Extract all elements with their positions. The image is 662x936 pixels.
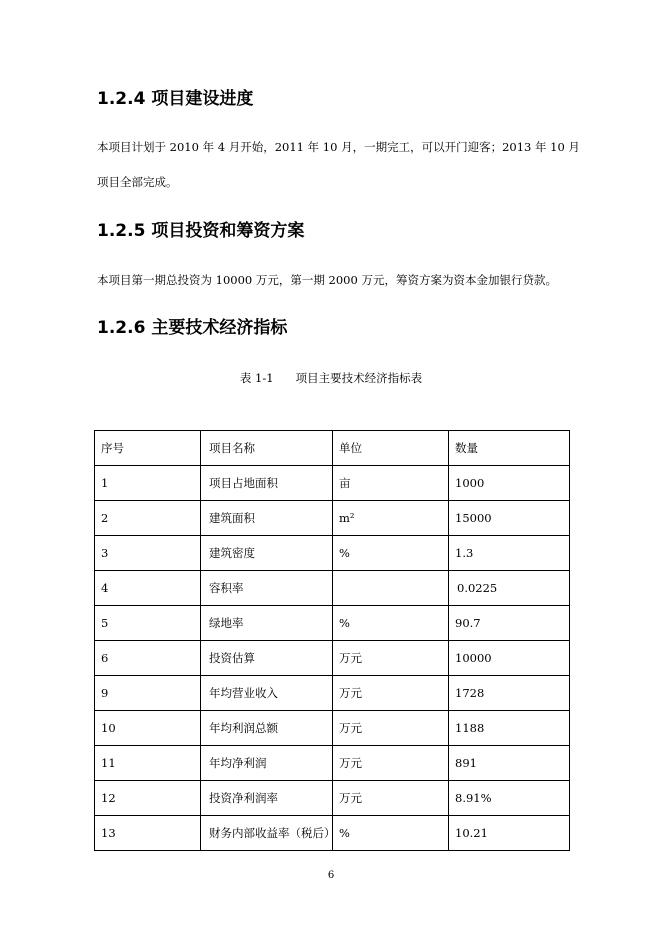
cell-index: 5	[95, 606, 201, 641]
table-caption-title: 项目主要技术经济指标表	[295, 371, 423, 385]
cell-item-name: 投资净利润率	[201, 781, 333, 816]
cell-item-name: 投资估算	[201, 641, 333, 676]
section-heading-1-2-6: 1.2.6 主要技术经济指标	[97, 318, 288, 338]
cell-quantity: 891	[449, 746, 570, 781]
cell-item-name: 项目占地面积	[201, 466, 333, 501]
cell-item-name: 建筑面积	[201, 501, 333, 536]
cell-index: 12	[95, 781, 201, 816]
cell-quantity: 10.21	[449, 816, 570, 851]
cell-item-name: 年均利润总额	[201, 711, 333, 746]
table-row	[95, 781, 570, 816]
cell-item-name: 建筑密度	[201, 536, 333, 571]
cell-unit: %	[333, 816, 449, 851]
table-row	[95, 711, 570, 746]
table-row	[95, 536, 570, 571]
cell-unit	[333, 571, 449, 606]
schedule-paragraph-line-2: 项目全部完成。	[97, 175, 178, 189]
cell-index: 9	[95, 676, 201, 711]
table-caption	[0, 370, 662, 386]
cell-item-name: 年均营业收入	[201, 676, 333, 711]
table-caption-number: 表 1-1	[239, 371, 274, 385]
cell-quantity: 90.7	[449, 606, 570, 641]
page-number: 6	[327, 870, 335, 881]
cell-quantity: 1188	[449, 711, 570, 746]
cell-quantity: 10000	[449, 641, 570, 676]
cell-unit: m²	[333, 501, 449, 536]
cell-unit: 万元	[333, 711, 449, 746]
cell-item-name: 年均净利润	[201, 746, 333, 781]
cell-unit: 万元	[333, 641, 449, 676]
cell-unit: %	[333, 606, 449, 641]
table-row	[95, 676, 570, 711]
table-row	[95, 746, 570, 781]
cell-index: 4	[95, 571, 201, 606]
cell-unit: %	[333, 536, 449, 571]
table-row	[95, 606, 570, 641]
cell-item-name: 容积率	[201, 571, 333, 606]
cell-unit: 万元	[333, 746, 449, 781]
cell-index: 11	[95, 746, 201, 781]
table-header-row	[95, 431, 570, 466]
financing-paragraph: 本项目第一期总投资为 10000 万元，第一期 2000 万元，筹资方案为资本金加银行贷款。	[97, 273, 557, 287]
cell-quantity: 8.91%	[449, 781, 570, 816]
table-row	[95, 466, 570, 501]
header-index: 序号	[95, 431, 201, 466]
schedule-paragraph-line-1: 本项目计划于 2010 年 4 月开始，2011 年 10 月，一期完工，可以开门迎客；2013 年 10 月	[97, 140, 580, 154]
cell-quantity: 1.3	[449, 536, 570, 571]
section-heading-1-2-4: 1.2.4 项目建设进度	[97, 89, 254, 109]
cell-quantity: 1000	[449, 466, 570, 501]
cell-index: 13	[95, 816, 201, 851]
table-row	[95, 641, 570, 676]
cell-quantity: 0.0225	[449, 571, 570, 606]
indicators-table	[94, 430, 570, 851]
table-row	[95, 816, 570, 851]
header-unit: 单位	[333, 431, 449, 466]
cell-index: 3	[95, 536, 201, 571]
cell-index: 10	[95, 711, 201, 746]
cell-item-name: 财务内部收益率（税后）	[201, 816, 333, 851]
table-row	[95, 571, 570, 606]
cell-index: 6	[95, 641, 201, 676]
section-heading-1-2-5: 1.2.5 项目投资和筹资方案	[97, 221, 305, 241]
header-item-name: 项目名称	[201, 431, 333, 466]
cell-item-name: 绿地率	[201, 606, 333, 641]
cell-index: 1	[95, 466, 201, 501]
table-row	[95, 501, 570, 536]
header-quantity: 数量	[449, 431, 570, 466]
cell-quantity: 1728	[449, 676, 570, 711]
cell-unit: 亩	[333, 466, 449, 501]
cell-index: 2	[95, 501, 201, 536]
cell-quantity: 15000	[449, 501, 570, 536]
cell-unit: 万元	[333, 781, 449, 816]
cell-unit: 万元	[333, 676, 449, 711]
